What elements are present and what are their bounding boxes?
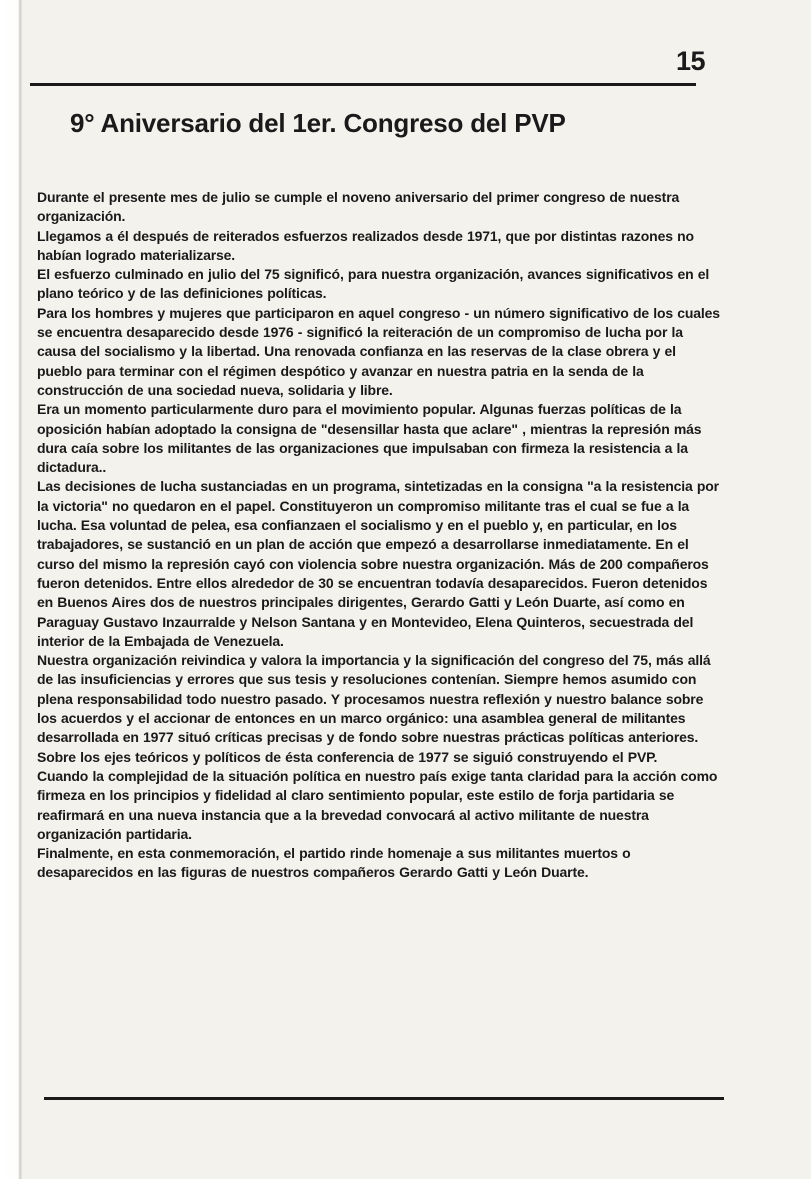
article-title: 9° Aniversario del 1er. Congreso del PVP bbox=[70, 108, 566, 138]
bottom-divider bbox=[44, 1097, 724, 1100]
article-body: Durante el presente mes de julio se cumple el noveno aniversario del primer congreso de nuestra organización. Llegamos a él después de reiterados esfuerzos realizados desde 1971, que por distintas razones no habían logrado materializarse. El esfuerzo culminado en julio del 75 significó, para nuestra organización, avances significativos en el plano teórico y de las definiciones políticas. Para los hombres y mujeres que participaron en aquel congreso - un número significativo de los cuales se encuentra desaparecido desde 1976 - significó la reiteración de un compromiso de lucha por la causa del socialismo y la libertad. Una renovada confianza en las reservas de la clase obrera y el pueblo para terminar con el régimen despótico y avanzar en nuestra patria en la senda de la construcción de una sociedad nueva, solidaria y libre. Era un momento particularmente duro para el movimiento popular. Algunas fuerzas políticas de la oposición habían adoptado la consigna de "desensillar hasta que aclare" , mientras la represión más dura caía sobre los militantes de las organizaciones que impulsaban con firmeza la resistencia a la dictadura.. Las decisiones de lucha sustanciadas en un programa, sintetizadas en la consigna "a la resistencia por la victoria" no quedaron en el papel. Constituyeron un compromiso militante tras el cual se fue a la lucha. Esa voluntad de pelea, esa confianzaen el socialismo y en el pueblo y, en particular, en los trabajadores, se sustanció en un plan de acción que empezó a desarrollarse inmediatamente. En el curso del mismo la represión cayó con violencia sobre nuestra organización. Más de 200 compañeros fueron detenidos. Entre ellos alrededor de 30 se encuentran todavía desaparecidos. Fueron detenidos en Buenos Aires dos de nuestros principales dirigentes, Gerardo Gatti y León Duarte, así como en Paraguay Gustavo Inzaurralde y Nelson Santana y en Montevideo, Elena Quinteros, secuestrada del interior de la Embajada de Venezuela. Nuestra organización reivindica y valora la importancia y la significación del congreso del 75, más allá de las insuficiencias y errores que sus tesis y resoluciones contenían. Siempre hemos asumido con plena responsabilidad todo nuestro pasado. Y procesamos nuestra reflexión y nuestro balance sobre los acuerdos y el accionar de entonces en un marco orgánico: una asamblea general de militantes desarrollada en 1977 situó críticas precisas y de fondo sobre nuestras prácticas políticas anteriores. Sobre los ejes teóricos y políticos de ésta conferencia de 1977 se siguió construyendo el PVP. Cuando la complejidad de la situación política en nuestro país exige tanta claridad para la acción como firmeza en los principios y fidelidad al claro sentimiento popular, este estilo de forja partidaria se reafirmará en una nueva instancia que a la brevedad convocará al activo militante de nuestra organización partidaria. Finalmente, en esta conmemoración, el partido rinde homenaje a sus militantes muertos o desaparecidos en las figuras de nuestros compañeros Gerardo Gatti y León Duarte. bbox=[37, 189, 720, 881]
page-edge bbox=[0, 0, 22, 1179]
page-number: 15 bbox=[676, 46, 706, 76]
top-divider bbox=[30, 83, 696, 86]
